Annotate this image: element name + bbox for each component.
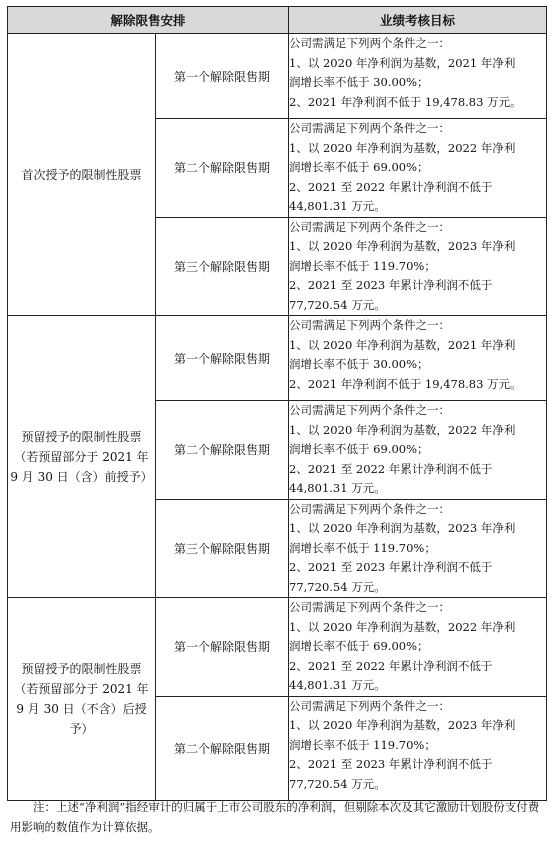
target-line: 公司需满足下列两个条件之一： (289, 121, 451, 135)
stock-group-line: 予） (69, 721, 94, 736)
performance-target-cell (289, 217, 547, 316)
performance-target-cell (289, 598, 547, 697)
stock-group-line: （若预留部分于 2021 年 (14, 681, 149, 696)
table-header-row (8, 7, 547, 34)
header-performance-target: 业绩考核目标 (289, 7, 547, 34)
target-line: 公司需满足下列两个条件之一： (289, 698, 451, 713)
footnote: 注：上述“净利润”指经审计的归属于上市公司股东的净利润，但剔除本次及其它激励计划股份支付费用影响的数值作为计算依据。 (10, 800, 540, 834)
stock-group-line: 9 月 30 日（不含）后授 (16, 701, 147, 716)
target-line: 润增长率不低于 119.70%； (289, 540, 436, 555)
target-line: 1、以 2020 年净利润为基数，2022 年净利 (289, 619, 516, 634)
target-line: 2、2021 至 2022 年累计净利润不低于 (289, 658, 493, 673)
target-line: 润增长率不低于 69.00%； (289, 160, 429, 174)
target-line: 1、以 2020 年净利润为基数，2023 年净利 (289, 718, 516, 732)
target-line: 2、2021 至 2023 年累计净利润不低于 (289, 278, 493, 292)
target-line: 44,801.31 万元。 (289, 678, 386, 692)
target-line: 2、2021 至 2022 年累计净利润不低于 (289, 179, 493, 194)
target-line: 1、以 2020 年净利润为基数，2022 年净利 (289, 422, 516, 437)
unlock-period-cell: 第二个解除限售期 (156, 401, 289, 500)
performance-target-cell (289, 696, 547, 800)
unlock-period-cell: 第三个解除限售期 (156, 499, 289, 598)
target-line: 润增长率不低于 119.70%； (289, 258, 436, 273)
target-line: 77,720.54 万元。 (289, 579, 386, 594)
stock-group-line: 预留授予的限制性股票 (21, 429, 142, 444)
target-line: 2、2021 年净利润不低于 19,478.83 万元。 (289, 376, 522, 391)
target-line: 2、2021 至 2023 年累计净利润不低于 (289, 560, 493, 574)
target-line: 2、2021 年净利润不低于 19,478.83 万元。 (289, 94, 522, 109)
target-line: 1、以 2020 年净利润为基数，2023 年净利 (289, 521, 516, 535)
header-unlock-arrangement: 解除限售安排 (8, 7, 289, 34)
stock-group-line: 9 月 30 日（含）前授予） (10, 469, 153, 484)
target-line: 44,801.31 万元。 (289, 481, 386, 495)
target-line: 润增长率不低于 30.00%； (289, 357, 429, 371)
performance-target-cell (289, 119, 547, 218)
target-line: 润增长率不低于 69.00%； (289, 442, 429, 456)
target-line: 1、以 2020 年净利润为基数，2022 年净利 (289, 140, 516, 155)
table-row (8, 316, 547, 401)
target-line: 2、2021 至 2023 年累计净利润不低于 (289, 757, 493, 771)
unlock-period-cell: 第三个解除限售期 (156, 217, 289, 316)
target-line: 公司需满足下列两个条件之一： (289, 318, 451, 332)
target-line: 公司需满足下列两个条件之一： (289, 403, 451, 417)
target-line: 44,801.31 万元。 (289, 199, 386, 213)
performance-target-cell (289, 401, 547, 500)
stock-group-cell (8, 34, 156, 316)
performance-target-cell (289, 499, 547, 598)
performance-target-cell (289, 34, 547, 119)
unlock-period-cell: 第一个解除限售期 (156, 598, 289, 697)
performance-target-cell (289, 316, 547, 401)
target-line: 77,720.54 万元。 (289, 297, 386, 312)
target-line: 1、以 2020 年净利润为基数，2021 年净利 (289, 337, 516, 352)
unlock-period-cell: 第二个解除限售期 (156, 119, 289, 218)
performance-table (7, 6, 547, 801)
target-line: 77,720.54 万元。 (289, 776, 386, 791)
target-line: 公司需满足下列两个条件之一： (289, 501, 451, 516)
unlock-period-cell: 第一个解除限售期 (156, 316, 289, 401)
table-row (8, 34, 547, 119)
table-body (8, 34, 547, 801)
target-line: 润增长率不低于 30.00%； (289, 75, 429, 89)
target-line: 1、以 2020 年净利润为基数，2021 年净利 (289, 55, 516, 70)
target-line: 公司需满足下列两个条件之一： (289, 36, 451, 50)
stock-group-cell (8, 598, 156, 801)
target-line: 润增长率不低于 119.70%； (289, 737, 436, 752)
unlock-period-cell: 第一个解除限售期 (156, 34, 289, 119)
stock-group-line: （若预留部分于 2021 年 (14, 449, 149, 464)
target-line: 公司需满足下列两个条件之一： (289, 600, 451, 614)
stock-group-line: 预留授予的限制性股票 (21, 661, 142, 676)
unlock-period-cell: 第二个解除限售期 (156, 696, 289, 800)
target-line: 1、以 2020 年净利润为基数，2023 年净利 (289, 239, 516, 253)
target-line: 润增长率不低于 69.00%； (289, 639, 429, 653)
target-line: 2、2021 至 2022 年累计净利润不低于 (289, 461, 493, 476)
target-line: 公司需满足下列两个条件之一： (289, 219, 451, 234)
table-row (8, 598, 547, 697)
stock-group-line: 首次授予的限制性股票 (21, 167, 142, 182)
stock-group-cell (8, 316, 156, 598)
